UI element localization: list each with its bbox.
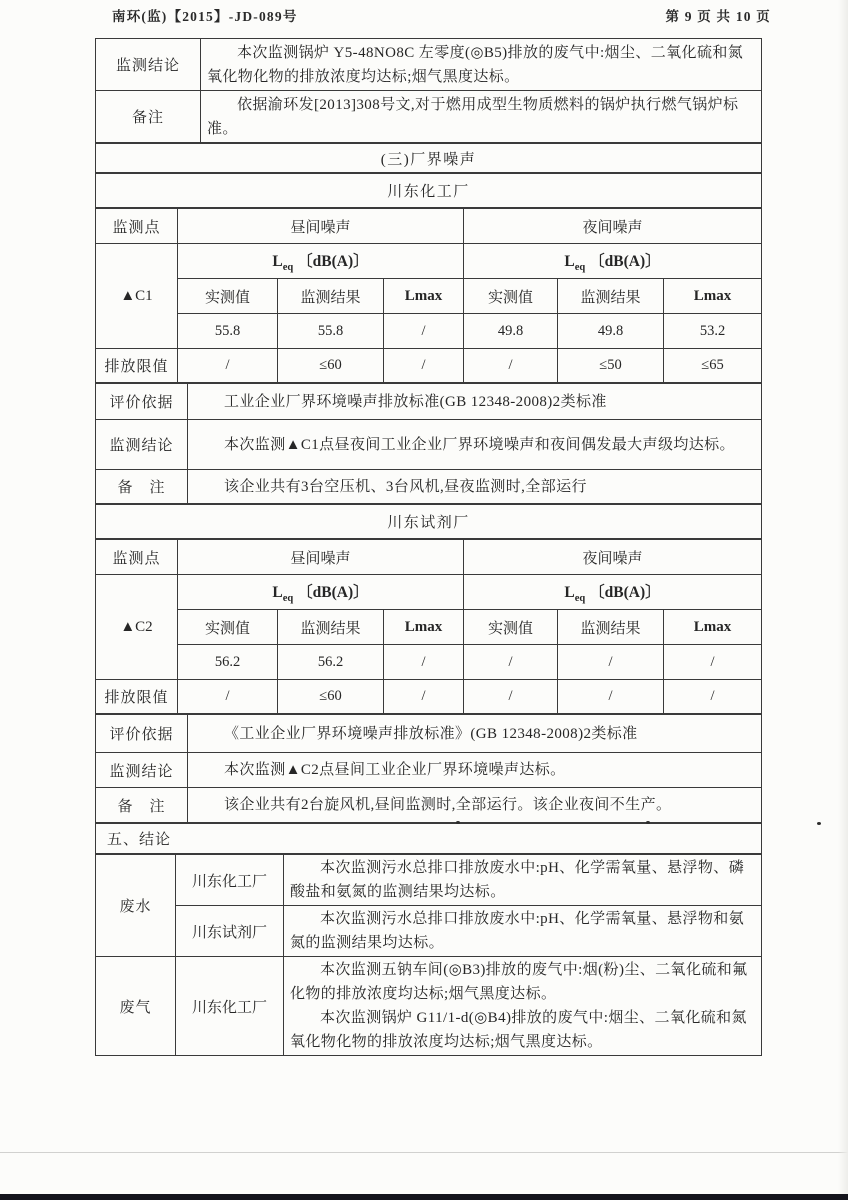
leq-base: L bbox=[564, 583, 575, 601]
scan-speck bbox=[817, 822, 821, 825]
wastewater-conclusion-text: 本次监测污水总排口排放废水中:pH、化学需氧量、悬浮物、磷酸盐和氨氮的监测结果均达标。 bbox=[290, 860, 745, 900]
col-header-result-night: 监测结果 bbox=[558, 279, 664, 314]
remark-cell bbox=[188, 788, 762, 823]
monitoring-conclusion-label: 监测结论 bbox=[96, 39, 201, 91]
remark-label: 备注 bbox=[96, 91, 201, 143]
factory2-summary-table bbox=[95, 714, 762, 823]
monitoring-conclusion-cell bbox=[188, 753, 762, 788]
factory-name: 川东化工厂 bbox=[96, 174, 762, 208]
limit-cell: / bbox=[384, 680, 464, 714]
col-header-lmax-night: Lmax bbox=[664, 279, 762, 314]
point-label: 监测点 bbox=[96, 209, 178, 244]
value-cell: / bbox=[384, 645, 464, 680]
leq-sub: eq bbox=[282, 593, 294, 605]
doc-number: 南环(监)【2015】-JD-089号 bbox=[112, 9, 298, 24]
leq-sub: eq bbox=[574, 593, 586, 605]
leq-header-day bbox=[178, 575, 464, 610]
col-header-lmax-day: Lmax bbox=[384, 279, 464, 314]
scan-bottom-band bbox=[0, 1194, 848, 1200]
limit-cell: / bbox=[664, 680, 762, 714]
emission-limit-label: 排放限值 bbox=[96, 680, 178, 714]
remark-text: 该企业共有3台空压机、3台风机,昼夜监测时,全部运行 bbox=[224, 478, 587, 495]
remark-text: 依据渝环发[2013]308号文,对于燃用成型生物质燃料的锅炉执行燃气锅炉标准。 bbox=[207, 96, 739, 137]
value-cell: / bbox=[464, 645, 558, 680]
leq-base: L bbox=[272, 583, 283, 601]
col-header-measured-day: 实测值 bbox=[178, 610, 278, 645]
value-cell: 55.8 bbox=[178, 314, 278, 349]
leq-base: L bbox=[272, 252, 283, 270]
leq-unit: 〔dB(A)〕 bbox=[297, 252, 369, 270]
factory-name: 川东化工厂 bbox=[176, 957, 284, 1056]
monitoring-conclusion-text: 本次监测▲C1点昼夜间工业企业厂界环境噪声和夜间偶发最大声级均达标。 bbox=[224, 436, 735, 453]
monitoring-conclusion-label: 监测结论 bbox=[96, 420, 188, 470]
evaluation-basis-text: 工业企业厂界环境噪声排放标准(GB 12348-2008)2类标准 bbox=[224, 393, 607, 410]
factory2-noise-grid bbox=[95, 539, 762, 714]
value-cell: / bbox=[664, 645, 762, 680]
remark-cell bbox=[188, 470, 762, 504]
value-cell: 56.2 bbox=[278, 645, 384, 680]
monitoring-conclusion-label: 监测结论 bbox=[96, 753, 188, 788]
factory-name: 川东试剂厂 bbox=[176, 906, 284, 957]
remark-text: 该企业共有2台旋风机,昼间监测时,全部运行。该企业夜间不生产。 bbox=[224, 797, 672, 813]
col-header-lmax-day: Lmax bbox=[384, 610, 464, 645]
limit-cell: / bbox=[558, 680, 664, 714]
col-header-measured-night: 实测值 bbox=[464, 610, 558, 645]
limit-cell: / bbox=[464, 349, 558, 383]
point-label: 监测点 bbox=[96, 540, 178, 575]
monitoring-conclusion-text: 本次监测▲C2点昼间工业企业厂界环境噪声达标。 bbox=[224, 762, 566, 778]
evaluation-basis-label: 评价依据 bbox=[96, 384, 188, 420]
scan-edge-shade bbox=[838, 0, 848, 1200]
limit-cell: ≤60 bbox=[278, 349, 384, 383]
leq-header-night bbox=[464, 575, 762, 610]
leq-unit: 〔dB(A)〕 bbox=[589, 583, 661, 601]
waste-gas-paragraph: 本次监测五钠车间(◎B3)排放的废气中:烟(粉)尘、二氧化硫和氟化物的排放浓度均达标;烟气黑度达标。 bbox=[290, 962, 748, 1002]
col-header-result-night: 监测结果 bbox=[558, 610, 664, 645]
col-header-measured-day: 实测值 bbox=[178, 279, 278, 314]
leq-base: L bbox=[564, 252, 575, 270]
remark-label: 备 注 bbox=[96, 470, 188, 504]
leq-header-night bbox=[464, 244, 762, 279]
point-id: ▲C2 bbox=[96, 575, 178, 680]
col-header-lmax-night: Lmax bbox=[664, 610, 762, 645]
monitoring-conclusion-text: 本次监测锅炉 Y5-48NO8C 左零度(◎B5)排放的废气中:烟尘、二氧化硫和氮氧化物化物的排放浓度均达标;烟气黑度达标。 bbox=[207, 44, 744, 85]
final-section-title: 五、结论 bbox=[96, 824, 762, 854]
limit-cell: / bbox=[464, 680, 558, 714]
factory1-noise-grid bbox=[95, 208, 762, 383]
limit-cell: ≤60 bbox=[278, 680, 384, 714]
factory-name: 川东化工厂 bbox=[176, 855, 284, 906]
col-header-measured-night: 实测值 bbox=[464, 279, 558, 314]
wastewater-label: 废水 bbox=[96, 855, 176, 957]
limit-cell: / bbox=[384, 349, 464, 383]
noise-section-title: (三)厂界噪声 bbox=[96, 144, 762, 173]
leq-sub: eq bbox=[574, 262, 586, 274]
page-header bbox=[95, 5, 771, 25]
limit-cell: / bbox=[178, 680, 278, 714]
wastewater-conclusion-cell bbox=[284, 855, 762, 906]
leq-header-day bbox=[178, 244, 464, 279]
remark-cell bbox=[201, 91, 762, 143]
remark-label: 备 注 bbox=[96, 788, 188, 823]
boiler-conclusion-table bbox=[95, 38, 762, 143]
value-cell: 55.8 bbox=[278, 314, 384, 349]
day-noise-header: 昼间噪声 bbox=[178, 540, 464, 575]
value-cell: / bbox=[558, 645, 664, 680]
wastewater-conclusion-text: 本次监测污水总排口排放废水中:pH、化学需氧量、悬浮物和氨氮的监测结果均达标。 bbox=[290, 911, 745, 951]
night-noise-header: 夜间噪声 bbox=[464, 209, 762, 244]
leq-unit: 〔dB(A)〕 bbox=[297, 583, 369, 601]
value-cell: 49.8 bbox=[558, 314, 664, 349]
factory2-name-table bbox=[95, 504, 762, 539]
leq-sub: eq bbox=[282, 262, 294, 274]
wastewater-conclusion-cell bbox=[284, 906, 762, 957]
value-cell: 56.2 bbox=[178, 645, 278, 680]
limit-cell: / bbox=[178, 349, 278, 383]
leq-unit: 〔dB(A)〕 bbox=[589, 252, 661, 270]
emission-limit-label: 排放限值 bbox=[96, 349, 178, 383]
waste-gas-paragraph: 本次监测锅炉 G11/1-d(◎B4)排放的废气中:烟尘、二氧化硫和氮氧化物化物的排放浓度均达标;烟气黑度达标。 bbox=[290, 1010, 747, 1050]
scan-speck bbox=[456, 821, 460, 824]
col-header-result-day: 监测结果 bbox=[278, 279, 384, 314]
factory1-summary-table bbox=[95, 383, 762, 504]
day-noise-header: 昼间噪声 bbox=[178, 209, 464, 244]
value-cell: 53.2 bbox=[664, 314, 762, 349]
report-table bbox=[95, 38, 762, 1056]
final-section-title-table bbox=[95, 823, 762, 854]
evaluation-basis-cell bbox=[188, 384, 762, 420]
evaluation-basis-label: 评价依据 bbox=[96, 715, 188, 753]
factory1-name-table bbox=[95, 173, 762, 208]
value-cell: / bbox=[384, 314, 464, 349]
night-noise-header: 夜间噪声 bbox=[464, 540, 762, 575]
factory-name: 川东试剂厂 bbox=[96, 505, 762, 539]
value-cell: 49.8 bbox=[464, 314, 558, 349]
noise-section-title-table bbox=[95, 143, 762, 173]
scan-speck bbox=[646, 821, 650, 824]
evaluation-basis-cell bbox=[188, 715, 762, 753]
limit-cell: ≤65 bbox=[664, 349, 762, 383]
col-header-result-day: 监测结果 bbox=[278, 610, 384, 645]
monitoring-conclusion-cell bbox=[188, 420, 762, 470]
evaluation-basis-text: 《工业企业厂界环境噪声排放标准》(GB 12348-2008)2类标准 bbox=[224, 725, 638, 742]
page-indicator: 第 9 页 共 10 页 bbox=[665, 9, 771, 24]
point-id: ▲C1 bbox=[96, 244, 178, 349]
scan-fold-line bbox=[0, 1152, 848, 1153]
final-conclusions-table bbox=[95, 854, 762, 1056]
limit-cell: ≤50 bbox=[558, 349, 664, 383]
waste-gas-conclusion-cell bbox=[284, 957, 762, 1056]
monitoring-conclusion-cell bbox=[201, 39, 762, 91]
waste-gas-label: 废气 bbox=[96, 957, 176, 1056]
